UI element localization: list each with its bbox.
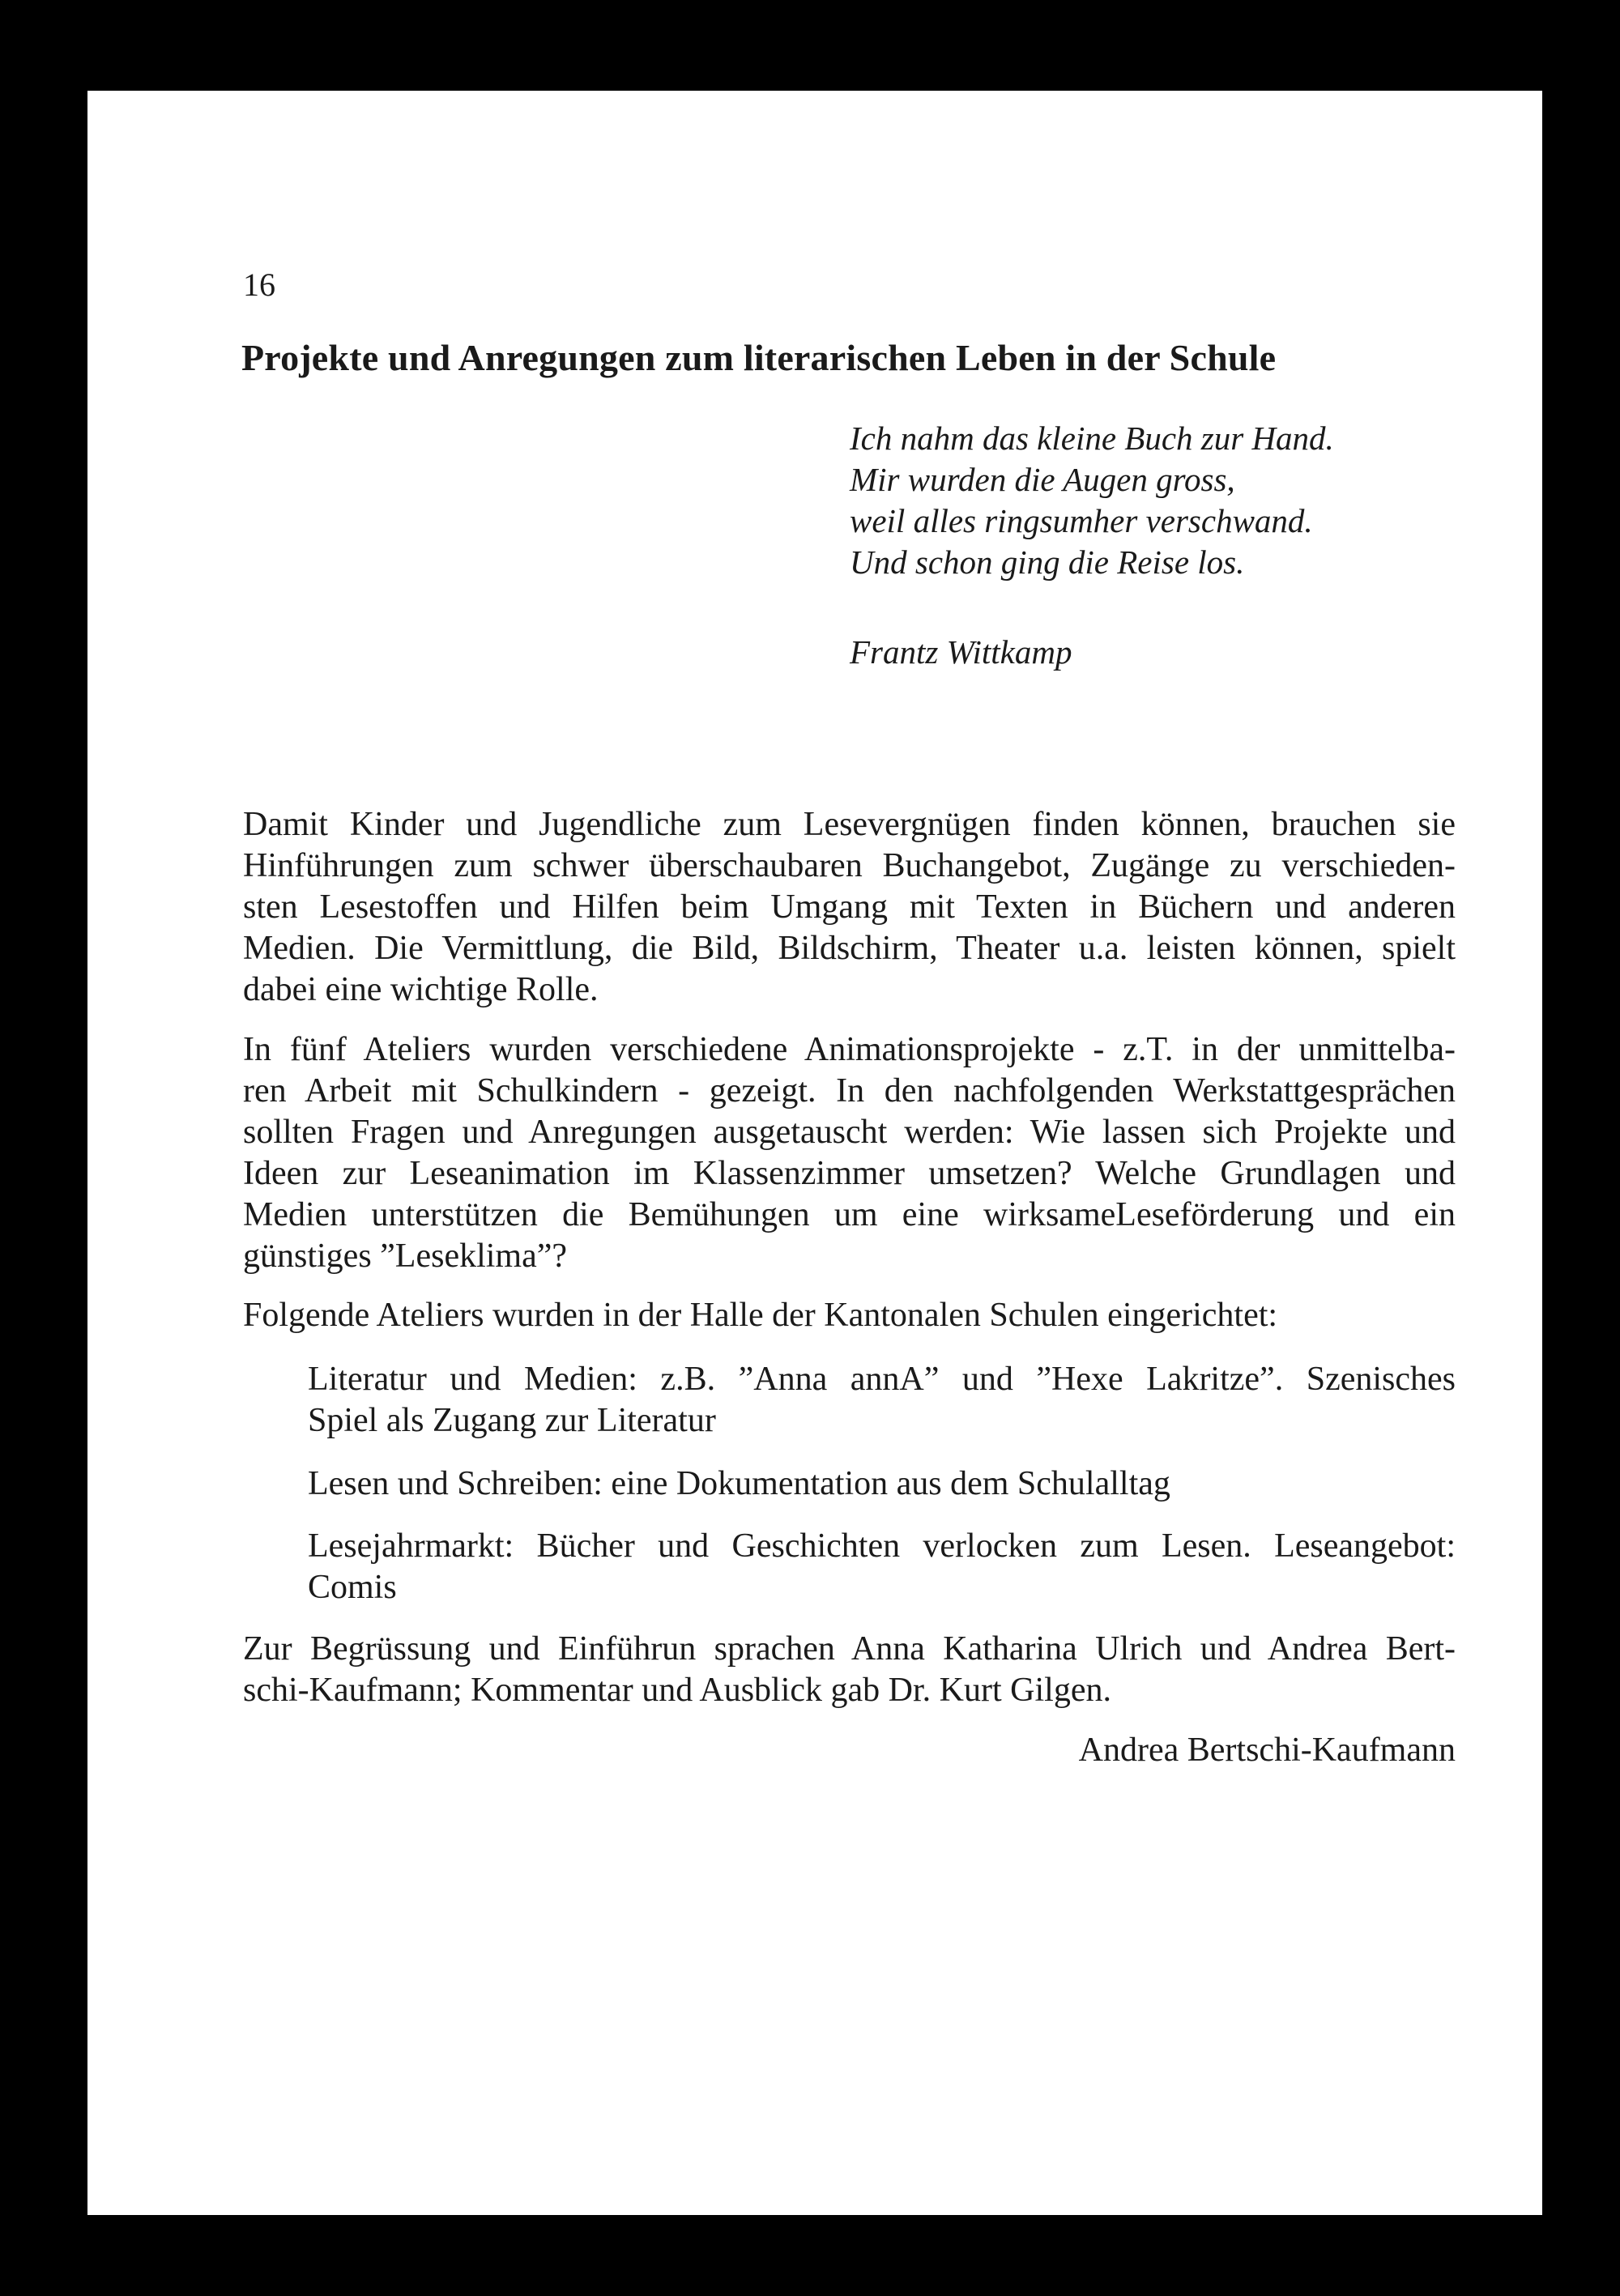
text-line: In fünf Ateliers wurden verschiedene Animationsprojekte - z.T. in der unmittelba- xyxy=(243,1031,1456,1068)
paragraph-ateliers xyxy=(243,1029,1456,1277)
text-line: Damit Kinder und Jugendliche zum Lesevergnügen finden können, brauchen sie xyxy=(243,806,1456,843)
text-line: dabei eine wichtige Rolle. xyxy=(243,971,599,1008)
poem-line: Und schon ging die Reise los. xyxy=(850,543,1245,581)
text-line: ren Arbeit mit Schulkindern - gezeigt. In den nachfolgenden Werkstattgesprächen xyxy=(243,1072,1456,1110)
epigraph-poem xyxy=(850,418,1334,583)
text-line: sten Lesestoffen und Hilfen beim Umgang mit Texten in Büchern und anderen xyxy=(243,888,1456,926)
paragraph-list-intro xyxy=(243,1295,1456,1336)
text-line: Comis xyxy=(308,1569,397,1606)
text-line: Lesen und Schreiben: eine Dokumentation aus dem Schulalltag xyxy=(308,1465,1170,1502)
paragraph-intro xyxy=(243,804,1456,1011)
text-line: Medien. Die Vermittlung, die Bild, Bildschirm, Theater u.a. leisten können, spielt xyxy=(243,930,1456,967)
poem-author: Frantz Wittkamp xyxy=(850,633,1072,671)
author-signature: Andrea Bertschi-Kaufmann xyxy=(1078,1732,1456,1769)
poem-line: Ich nahm das kleine Buch zur Hand. xyxy=(850,420,1334,457)
atelier-item-lesejahrmarkt xyxy=(308,1526,1456,1608)
text-line: Medien unterstützen die Bemühungen um eine wirksameLeseförderung und ein xyxy=(243,1196,1456,1233)
text-line: Spiel als Zugang zur Literatur xyxy=(308,1402,716,1439)
text-line: Literatur und Medien: z.B. ”Anna annA” und ”Hexe Lakritze”. Szenisches xyxy=(308,1361,1456,1398)
page-number: 16 xyxy=(243,266,275,303)
text-line: schi-Kaufmann; Kommentar und Ausblick gab Dr. Kurt Gilgen. xyxy=(243,1672,1111,1709)
text-line: Lesejahrmarkt: Bücher und Geschichten verlocken zum Lesen. Leseangebot: xyxy=(308,1527,1456,1565)
page-title: Projekte und Anregungen zum literarischen Leben in der Schule xyxy=(241,337,1277,378)
text-line: Zur Begrüssung und Einführun sprachen Anna Katharina Ulrich und Andrea Bert- xyxy=(243,1630,1456,1668)
text-line: Ideen zur Leseanimation im Klassenzimmer umsetzen? Welche Grundlagen und xyxy=(243,1155,1456,1192)
poem-line: weil alles ringsumher verschwand. xyxy=(850,502,1313,539)
paragraph-closing xyxy=(243,1629,1456,1711)
text-line: günstiges ”Leseklima”? xyxy=(243,1237,568,1275)
atelier-item-lesen xyxy=(308,1463,1456,1505)
document-page xyxy=(87,91,1542,2215)
poem-line: Mir wurden die Augen gross, xyxy=(850,461,1235,498)
text-line: sollten Fragen und Anregungen ausgetauscht werden: Wie lassen sich Projekte und xyxy=(243,1114,1456,1151)
text-line: Folgende Ateliers wurden in der Halle der Kantonalen Schulen eingerichtet: xyxy=(243,1297,1278,1334)
atelier-item-literatur xyxy=(308,1359,1456,1442)
text-line: Hinführungen zum schwer überschaubaren Buchangebot, Zugänge zu verschieden- xyxy=(243,847,1456,884)
